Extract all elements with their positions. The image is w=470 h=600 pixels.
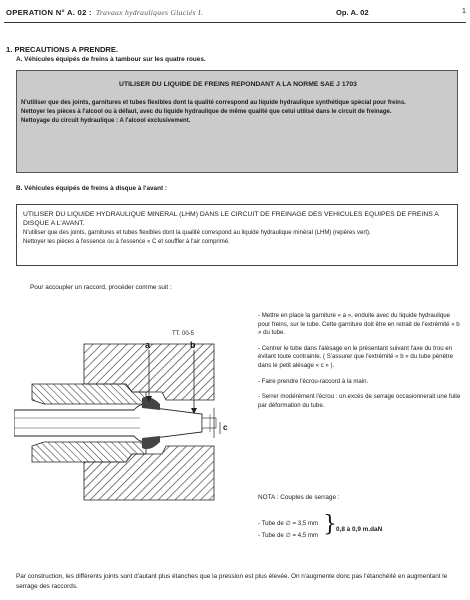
header-divider (4, 22, 466, 23)
operation-subtitle: Travaux hydrauliques Glaciés I. (95, 8, 203, 17)
procedure-step: - Faire prendre l'écrou-raccord à la main. (258, 377, 369, 385)
torque-row-4-5: - Tube de ∅ = 4,5 mm (258, 532, 319, 539)
info-box-title: UTILISER DU LIQUIDE HYDRAULIQUE MINERAL (LHM) DANS LE CIRCUIT DE FREINAGE DES VEHICULES EQUIPES DE FREINS A DISQUE A L'AVANT. (23, 211, 439, 228)
subsection-b-title: B. Véhicules équipés de freins à disque à l'avant : (16, 185, 168, 192)
operation-number: OPERATION N° A. 02 : (6, 8, 92, 17)
procedure-step: - Serrer modérément l'écrou : un excès de serrage occasionnerait une fuite par déformation du tube. (258, 393, 461, 409)
subsection-a-title: A. Véhicules équipés de freins à tambour sur les quatre roues. (16, 56, 206, 63)
tube-outline (14, 404, 202, 441)
torque-row-3-5: - Tube de ∅ = 3,5 mm (258, 520, 319, 527)
procedure-steps (258, 312, 462, 417)
seal-a (142, 397, 160, 410)
operation-header (6, 8, 203, 17)
warning-box-body (21, 99, 457, 126)
brace-glyph: } (323, 512, 337, 537)
info-box-body (23, 229, 455, 248)
info-paragraph: Nettoyer les pièces à l'essence ou à l'essence « C et souffler à l'air comprimé. (23, 239, 230, 246)
info-box-disc-brakes (16, 204, 458, 266)
warning-paragraph: N'utiliser que des joints, garnitures et tubes flexibles dont la qualité correspond au liquide hydraulique synthétique spécial pour freins. (21, 100, 406, 106)
torque-value: 0,8 à 0,9 m.daN (336, 526, 383, 533)
seal-a-lower (142, 436, 160, 449)
warning-paragraph: Nettoyage du circuit hydraulique : A l'alcool exclusivement. (21, 118, 191, 125)
procedure-intro: Pour accoupler un raccord, procéder comme suit : (30, 284, 172, 291)
figure-ref: TT. 00-5 (172, 331, 195, 337)
label-b: b (190, 340, 196, 350)
warning-box-title: UTILISER DU LIQUIDE DE FREINS REPONDANT A LA NORME SAE J 1703 (119, 81, 357, 88)
section-title: 1. PRECAUTIONS A PRENDRE. (6, 45, 119, 54)
fitting-cross-section-diagram (14, 338, 254, 518)
operation-ref: Op. A. 02 (336, 8, 369, 17)
info-paragraph: N'utiliser que des joints, garnitures et tubes flexibles dont la qualité correspond au liquide hydraulique minéral (LHM) (repères vert). (23, 230, 371, 236)
label-a: a (145, 340, 151, 350)
warning-paragraph: Nettoyer les pièces à l'alcool ou à défaut, avec du liquide hydraulique de même qualité que celui utilisé dans le circuit de freinage. (21, 109, 392, 116)
procedure-step: - Mettre en place la garniture « a », enduite avec du liquide hydraulique pour freins, sur le tube. Cette garniture doit être en retrait de l'extrémité « b » du tube. (258, 312, 460, 337)
page-number: 1 (462, 8, 466, 15)
label-c: c (223, 423, 228, 432)
warning-box-drum-brakes (16, 70, 458, 173)
footer-note: Par construction, les différents joints sont d'autant plus étanches que la pression est plus élevée. On n'augmente donc pas l'étanchéité en augmentant le serrage des raccords. (16, 573, 448, 590)
nota-title: NOTA : Couples de serrage : (258, 494, 340, 501)
procedure-step: - Centrer le tube dans l'alésage en le présentant suivant l'axe du trou en évitant toute contrainte. ( S'assurer que l'extrémité « b » du tube pénètre dans le petit alésage « c » ). (258, 344, 454, 369)
